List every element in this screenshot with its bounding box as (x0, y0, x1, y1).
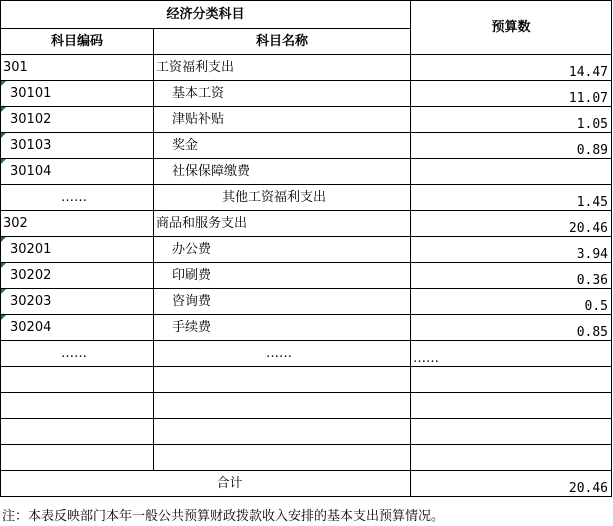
table-row (1, 55, 612, 81)
table-row (1, 81, 612, 107)
table-row (1, 237, 612, 263)
text-number-marker (1, 315, 6, 320)
name-cell (154, 445, 411, 471)
total-row (1, 471, 612, 497)
blank-row (1, 367, 612, 393)
name-cell: 基本工资 (154, 81, 411, 107)
text-number-marker (1, 159, 6, 164)
table-row (1, 289, 612, 315)
blank-row (1, 445, 612, 471)
amount-cell: 1.45 (411, 185, 612, 211)
table-row (1, 133, 612, 159)
text-number-marker (1, 133, 6, 138)
name-cell: 津贴补贴 (154, 107, 411, 133)
code-cell (1, 419, 154, 445)
table-row (1, 263, 612, 289)
table-row (1, 159, 612, 185)
ellipsis-row (1, 341, 612, 367)
text-number-marker (1, 289, 6, 294)
amount-header: 预算数 (411, 1, 612, 55)
amount-cell: 14.47 (411, 55, 612, 81)
table-row (1, 211, 612, 237)
name-cell: 办公费 (154, 237, 411, 263)
name-cell: …… (154, 341, 411, 367)
name-cell: 印刷费 (154, 263, 411, 289)
code-cell (1, 393, 154, 419)
name-cell: 咨询费 (154, 289, 411, 315)
code-cell: 30102 (1, 107, 154, 133)
name-cell: 社保保障缴费 (154, 159, 411, 185)
code-header: 科目编码 (1, 29, 154, 55)
amount-cell (411, 159, 612, 185)
amount-cell: 0.5 (411, 289, 612, 315)
amount-cell (411, 367, 612, 393)
classification-header: 经济分类科目 (1, 1, 411, 29)
amount-cell: 11.07 (411, 81, 612, 107)
name-cell (154, 367, 411, 393)
amount-cell (411, 393, 612, 419)
table-row (1, 315, 612, 341)
text-number-marker (1, 107, 6, 112)
table-row (1, 185, 612, 211)
header-row-top (1, 1, 612, 29)
total-amount: 20.46 (411, 471, 612, 497)
amount-cell (411, 445, 612, 471)
name-cell: 工资福利支出 (154, 55, 411, 81)
code-cell: …… (1, 341, 154, 367)
code-cell: …… (1, 185, 154, 211)
code-cell: 30203 (1, 289, 154, 315)
footnote: 注：本表反映部门本年一般公共预算财政拨款收入安排的基本支出预算情况。 (2, 509, 445, 524)
amount-cell: 0.85 (411, 315, 612, 341)
name-cell: 商品和服务支出 (154, 211, 411, 237)
total-label: 合计 (1, 471, 411, 497)
amount-cell: 0.36 (411, 263, 612, 289)
name-cell (154, 393, 411, 419)
code-cell (1, 445, 154, 471)
amount-cell: 20.46 (411, 211, 612, 237)
name-cell (154, 419, 411, 445)
code-cell: 302 (1, 211, 154, 237)
code-cell: 30202 (1, 263, 154, 289)
text-number-marker (1, 81, 6, 86)
code-cell: 30101 (1, 81, 154, 107)
amount-cell: …… (411, 341, 612, 367)
blank-row (1, 393, 612, 419)
code-cell (1, 367, 154, 393)
name-cell: 其他工资福利支出 (154, 185, 411, 211)
amount-cell (411, 419, 612, 445)
name-cell: 奖金 (154, 133, 411, 159)
text-number-marker (1, 237, 6, 242)
code-cell: 30103 (1, 133, 154, 159)
amount-cell: 0.89 (411, 133, 612, 159)
text-number-marker (1, 263, 6, 268)
amount-cell: 3.94 (411, 237, 612, 263)
blank-row (1, 419, 612, 445)
code-cell: 301 (1, 55, 154, 81)
amount-cell: 1.05 (411, 107, 612, 133)
code-cell: 30104 (1, 159, 154, 185)
code-cell: 30201 (1, 237, 154, 263)
code-cell: 30204 (1, 315, 154, 341)
name-header: 科目名称 (154, 29, 411, 55)
name-cell: 手续费 (154, 315, 411, 341)
table-row (1, 107, 612, 133)
